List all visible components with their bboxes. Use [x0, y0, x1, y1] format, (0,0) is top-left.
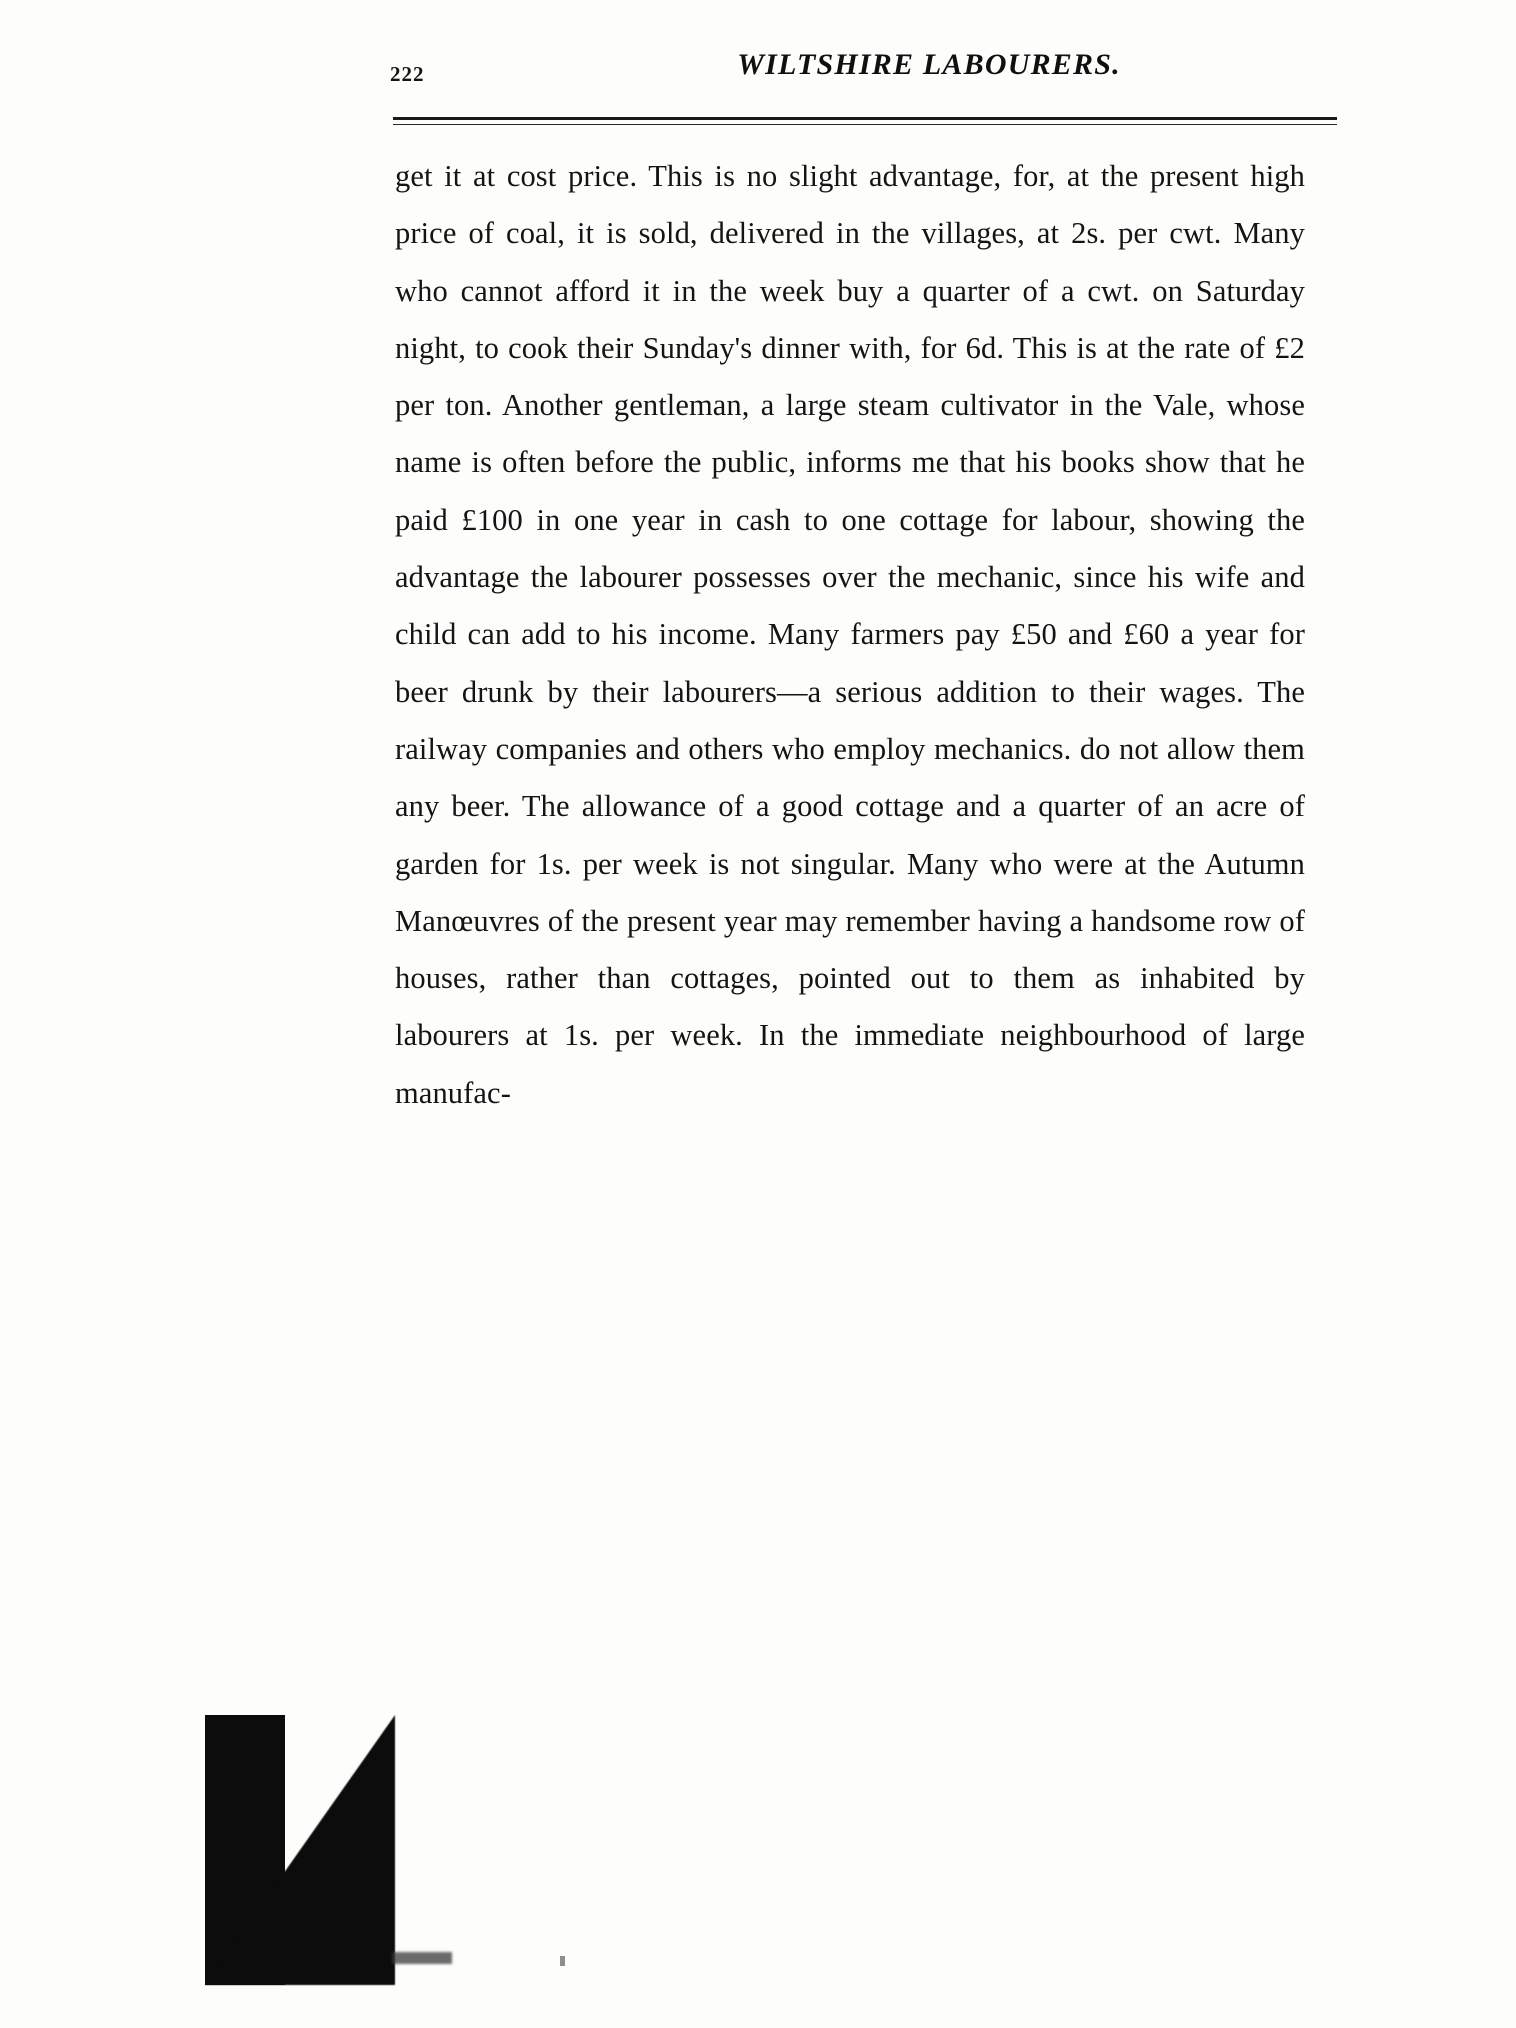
running-head-title: WILTSHIRE LABOURERS. [737, 48, 1121, 81]
page-header [390, 48, 1338, 94]
page-number: 222 [390, 62, 425, 86]
header-rule-thin [393, 124, 1337, 125]
body-text-column [395, 148, 1305, 1179]
body-paragraph: get it at cost price. This is no slight advantage, for, at the present high price of coal, it is sold, delivered in the villages, at 2s. per cwt. Many who cannot afford it in the week buy a quarter of a cwt. on Saturday night, to cook their Sunday's dinner with, for 6d. This is at the rate of £2 per ton. Another gentleman, a large steam cultivator in the Vale, whose name is often before the public, informs me that his books show that he paid £100 in one year in cash to one cottage for labour, showing the advantage the labourer possesses over the mechanic, since his wife and child can add to his income. Many farmers pay £50 and £60 a year for beer drunk by their labourers—a serious addition to their wages. The railway companies and others who employ mechanics. do not allow them any beer. The allowance of a good cottage and a quarter of an acre of garden for 1s. per week is not singular. Many who were at the Autumn Manœuvres of the present year may remember having a handsome row of houses, rather than cottages, pointed out to them as inhabited by labourers at 1s. per week. In the immediate neighbourhood of large manufac- [395, 159, 1305, 1110]
scan-artifact-wedge [205, 1715, 395, 1985]
header-rule-thick [393, 117, 1337, 120]
scan-artifact-dot [560, 1956, 565, 1966]
scan-artifact-tail [392, 1952, 452, 1964]
